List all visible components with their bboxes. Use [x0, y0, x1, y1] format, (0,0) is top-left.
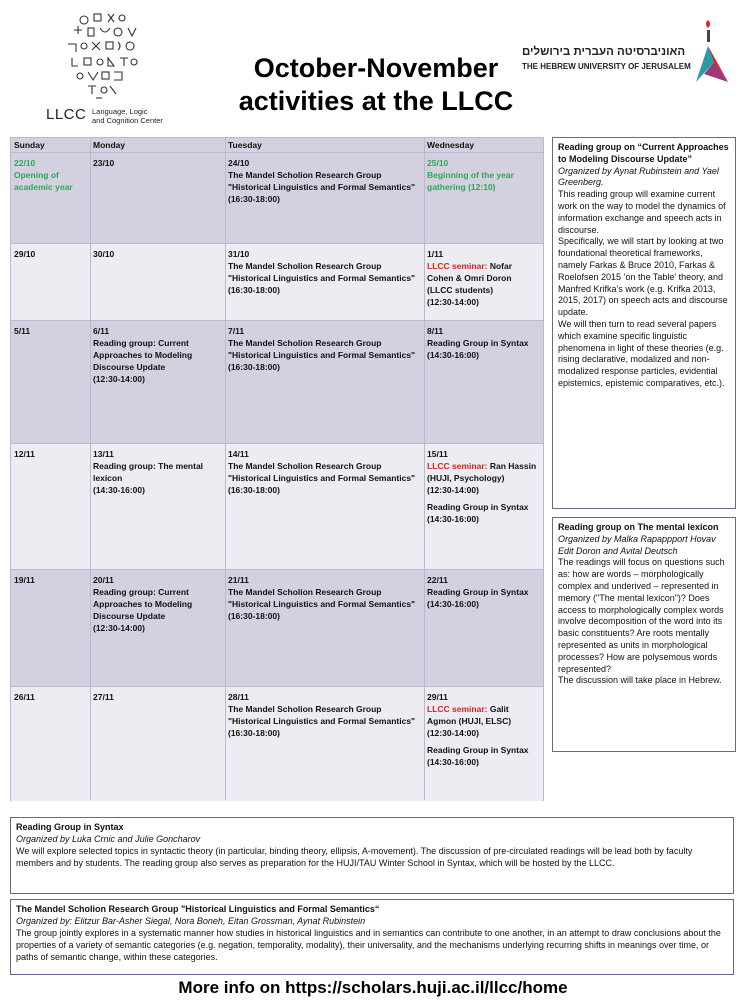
cell-date: 31/10: [228, 249, 250, 259]
cell-date: 20/11: [93, 575, 114, 585]
cell-date: 23/10: [93, 158, 115, 168]
cell-line: (16:30-18:00): [228, 728, 280, 738]
calendar-cell-tuesday: [228, 325, 415, 373]
mandel-group-box: [10, 899, 734, 975]
cell-line: Reading group: The mental: [93, 461, 204, 471]
discourse-reading-group-box: [552, 137, 736, 509]
calendar-cell-monday: [93, 691, 114, 703]
calendar-cell-tuesday: [228, 248, 415, 296]
calendar-cell-monday: [93, 248, 114, 260]
calendar-cell-monday: [93, 448, 203, 496]
cell-line: (14:30-16:00): [427, 599, 479, 609]
seminar-label: LLCC seminar:: [427, 261, 488, 271]
cell-date: 29/10: [14, 249, 36, 259]
cell-line: Approaches to Modeling: [93, 599, 193, 609]
cell-date: 21/11: [228, 575, 249, 585]
cell-date: 27/11: [93, 692, 114, 702]
cell-line: Opening of: [14, 170, 59, 180]
box-title: Reading Group in Syntax: [16, 822, 124, 832]
cell-line: (16:30-18:00): [228, 485, 280, 495]
cell-line: The Mandel Scholion Research Group: [228, 461, 382, 471]
cell-line: (12:30-14:00): [427, 728, 479, 738]
huji-logo: [522, 18, 732, 88]
seminar-speaker: Ran Hassin: [489, 461, 537, 471]
cell-line: academic year: [14, 182, 73, 192]
cell-line: (LLCC students): [427, 285, 494, 295]
cell-line: The Mandel Scholion Research Group: [228, 261, 382, 271]
cell-date: 22/10: [14, 158, 36, 168]
column-divider: [90, 138, 91, 800]
huji-logo-english: THE HEBREW UNIVERSITY OF JERUSALEM: [522, 62, 691, 71]
cell-line: (16:30-18:00): [228, 362, 280, 372]
llcc-logo-subtitle-line2: and Cognition Center: [92, 116, 163, 125]
calendar-cell-sunday: [14, 325, 30, 337]
cell-line: "Historical Linguistics and Formal Semantics": [228, 182, 416, 192]
cell-line: Reading group: Current: [93, 587, 189, 597]
cell-date: 28/11: [228, 692, 249, 702]
cell-line: (14:30-16:00): [427, 757, 479, 767]
cell-line: Reading group: Current: [93, 338, 189, 348]
box-paragraph: This reading group will examine current work on the way to model the dynamics of information exchange and speech acts in discourse.: [558, 189, 726, 235]
calendar-cell-sunday: [14, 157, 73, 193]
box-title: Reading group on The mental lexicon: [558, 522, 719, 532]
cell-line: "Historical Linguistics and Formal Semantics": [228, 599, 416, 609]
cell-line: (12:30-14:00): [93, 374, 145, 384]
box-title: The Mandel Scholion Research Group "Historical Linguistics and Formal Semantics“: [16, 904, 380, 914]
cell-line: (12:30-14:00): [93, 623, 145, 633]
cell-line: (12:30-14:00): [427, 297, 479, 307]
mental-lexicon-box: [552, 517, 736, 752]
cell-line: "Historical Linguistics and Formal Semantics": [228, 473, 416, 483]
column-divider: [225, 138, 226, 800]
box-organizers: Organized by Luka Crnic and Julie Goncharov: [16, 834, 201, 844]
cell-line: (14:30-16:00): [427, 350, 479, 360]
syntax-reading-group-box: [10, 817, 734, 894]
calendar-cell-sunday: [14, 248, 35, 260]
cell-line: Cohen & Omri Doron: [427, 273, 512, 283]
cell-line: "Historical Linguistics and Formal Semantics": [228, 716, 416, 726]
calendar-cell-wednesday: [427, 248, 512, 308]
seminar-label: LLCC seminar:: [427, 461, 488, 471]
cell-date: 15/11: [427, 449, 448, 459]
box-paragraph: The discussion will take place in Hebrew.: [558, 675, 722, 686]
llcc-logo-subtitle-line1: Language, Logic: [92, 107, 148, 116]
cell-line: Reading Group in Syntax: [427, 338, 529, 348]
cell-line: Agmon (HUJI, ELSC): [427, 716, 512, 726]
box-paragraph: The group jointly explores in a systematic manner how studies in historical linguistics and in semantics can contribute to one another, in an attempt to draw conclusions about the properties of a variety of semantic categories (e.g. negation, temporality, modality), their universality, and the mechanisms underlying recurring shifts in meanings over time, or paths of semantic change, within these categories.: [16, 928, 721, 962]
cell-date: 1/11: [427, 249, 444, 259]
cell-line: (14:30-16:00): [93, 485, 145, 495]
calendar-cell-monday: [93, 157, 114, 169]
calendar-cell-tuesday: [228, 691, 415, 739]
cell-date: 30/10: [93, 249, 115, 259]
calendar-cell-tuesday: [228, 448, 415, 496]
cell-line: The Mandel Scholion Research Group: [228, 704, 382, 714]
box-paragraph: The readings will focus on questions such as: how are words – morphologically complex and underived – represented in memory ("The mental lexicon")? Does access to morphologically complex words involve decomposition of the word into its basic constituents? Are roots mentally represented as units in morphological processes? How are polysemous words represented?: [558, 557, 725, 674]
calendar-cell-monday: [93, 574, 192, 634]
header-tuesday: Tuesday: [228, 140, 262, 150]
cell-line: (14:30-16:00): [427, 514, 479, 524]
cell-date: 19/11: [14, 575, 35, 585]
header-sunday: Sunday: [14, 140, 45, 150]
calendar-cell-sunday: [14, 574, 35, 586]
page-title-line1: October-November: [253, 53, 499, 83]
huji-menorah-icon: [694, 18, 730, 84]
cell-date: 24/10: [228, 158, 250, 168]
box-paragraph: We will explore selected topics in syntactic theory (in particular, binding theory, ellipsis, A-movement). The discussion of pre-circulated readings will be lead both by faculty members and by students. The reading group also serves as preparation for the HUJI/TAU Winter School in Syntax, which will be hosted by the LLCC.: [16, 846, 693, 868]
cell-date: 13/11: [93, 449, 114, 459]
cell-line: The Mandel Scholion Research Group: [228, 338, 382, 348]
header-wednesday: Wednesday: [427, 140, 475, 150]
cell-line: (HUJI, Psychology): [427, 473, 505, 483]
box-title: Reading group on “Current Approaches to Modeling Discourse Update”: [558, 142, 729, 164]
box-organizers: Organized by Aynat Rubinstein and Yael Greenberg.: [558, 165, 719, 188]
calendar-cell-wednesday: [427, 574, 529, 610]
cell-line: (16:30-18:00): [228, 611, 280, 621]
cell-line: "Historical Linguistics and Formal Semantics": [228, 350, 416, 360]
cell-date: 22/11: [427, 575, 448, 585]
footer-info-link[interactable]: More info on https://scholars.huji.ac.il/llcc/home: [178, 978, 568, 997]
cell-line: Reading Group in Syntax: [427, 502, 529, 512]
calendar-cell-wednesday: [427, 325, 529, 361]
cell-line: The Mandel Scholion Research Group: [228, 170, 382, 180]
cell-date: 25/10: [427, 158, 449, 168]
seminar-label: LLCC seminar:: [427, 704, 488, 714]
calendar-cell-sunday: [14, 448, 35, 460]
cell-line: Reading Group in Syntax: [427, 587, 529, 597]
box-paragraph: Specifically, we will start by looking at two foundational theoretical frameworks, namely Farkas & Bruce 2010, Farkas & Roelofsen 2015 ‘on the Table’ theory, and Manfred Krifka’s work (e.g. Krifka 2013, 2015, 2017) on speech acts and discourse update.: [558, 236, 728, 318]
seminar-speaker: Nofar: [489, 261, 513, 271]
cell-line: "Historical Linguistics and Formal Semantics": [228, 273, 416, 283]
page-title: [196, 52, 556, 118]
calendar-cell-tuesday: [228, 574, 415, 622]
calendar-cell-wednesday: [427, 691, 529, 768]
cell-date: 26/11: [14, 692, 35, 702]
box-paragraph: We will then turn to read several papers which examine specific linguistic phenomena in light of these theories (e.g. rising declarative, modalized and non-modalized response particles, evidential epistemics, epistemic comparatives, etc.).: [558, 318, 725, 388]
cell-line: gathering (12:10): [427, 182, 496, 192]
cell-date: 5/11: [14, 326, 31, 336]
calendar-table: [10, 137, 544, 801]
cell-line: (16:30-18:00): [228, 285, 280, 295]
cell-line: lexicon: [93, 473, 123, 483]
cell-line: Discourse Update: [93, 362, 166, 372]
llcc-logo-name: LLCC: [46, 106, 87, 123]
cell-line: Discourse Update: [93, 611, 166, 621]
cell-date: 8/11: [427, 326, 444, 336]
calendar-cell-wednesday: [427, 448, 536, 525]
cell-line: Approaches to Modeling: [93, 350, 193, 360]
seminar-speaker: Galit: [489, 704, 509, 714]
header-monday: Monday: [93, 140, 126, 150]
cell-date: 7/11: [228, 326, 245, 336]
glyph-cloud-icon: [58, 8, 148, 104]
box-organizers: Organized by: Elitzur Bar-Asher Siegal, Nora Boneh, Eitan Grossman, Aynat Rubinstein: [16, 916, 366, 926]
llcc-logo: [28, 8, 178, 128]
calendar-cell-wednesday: [427, 157, 514, 193]
cell-date: 6/11: [93, 326, 110, 336]
cell-line: (12:30-14:00): [427, 485, 479, 495]
cell-line: The Mandel Scholion Research Group: [228, 587, 382, 597]
calendar-cell-sunday: [14, 691, 35, 703]
calendar-cell-tuesday: [228, 157, 415, 205]
cell-date: 29/11: [427, 692, 448, 702]
box-organizers: Organized by Malka Rapappport Hovav Edit Doron and Avital Deutsch: [558, 533, 716, 556]
page-title-line2: activities at the LLCC: [238, 86, 514, 116]
column-divider: [424, 138, 425, 800]
calendar-cell-monday: [93, 325, 192, 385]
cell-date: 12/11: [14, 449, 35, 459]
llcc-logo-subtitle: [92, 107, 163, 125]
cell-date: 14/11: [228, 449, 249, 459]
cell-line: (16:30-18:00): [228, 194, 280, 204]
cell-line: Beginning of the year: [427, 170, 514, 180]
huji-logo-hebrew: האוניברסיטה העברית בירושלים: [522, 46, 686, 58]
cell-line: Reading Group in Syntax: [427, 745, 529, 755]
